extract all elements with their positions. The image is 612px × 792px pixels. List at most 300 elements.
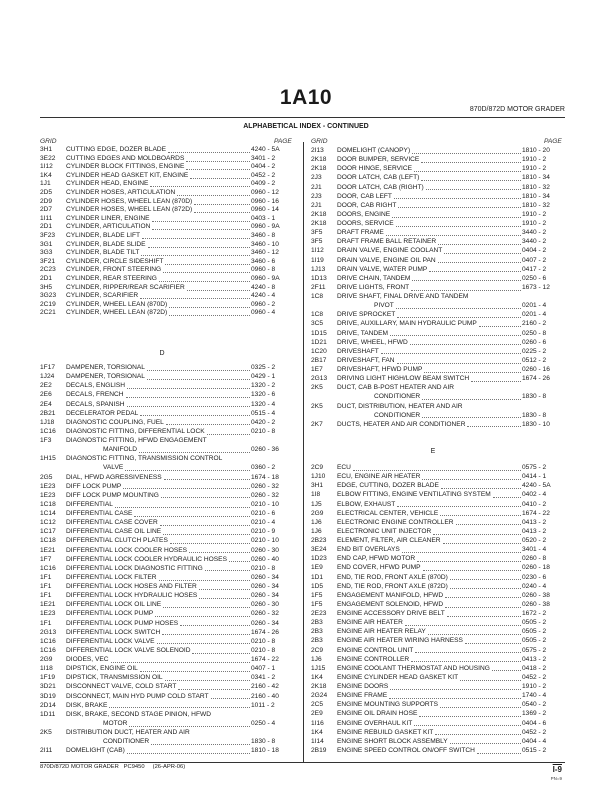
index-entry	[311, 356, 555, 365]
page-ref: 0260 - 32	[251, 610, 279, 618]
entry-description: DOOR, CAB LEFT	[337, 192, 392, 200]
dot-leader	[140, 298, 250, 299]
index-entry	[40, 582, 284, 591]
index-entry-line	[40, 390, 284, 399]
grid-ref: 1C16	[40, 427, 56, 435]
dot-leader	[142, 238, 250, 239]
page-ref: 0407 - 1	[251, 665, 276, 673]
index-entry	[311, 256, 555, 265]
page-ref: 0505 - 2	[522, 628, 547, 636]
index-entry	[40, 473, 284, 482]
entry-description: ENGINE AIR HEATER	[337, 619, 403, 627]
page-ref: 1674 - 18	[251, 473, 279, 481]
index-entry	[311, 246, 555, 255]
entry-description: DIFFERENTIAL CASE COVER	[66, 519, 158, 527]
dot-leader	[169, 307, 250, 308]
entry-description: DRIVING LIGHT HIGH/LOW BEAM SWITCH	[337, 375, 470, 383]
page-ref: 4240 - 8	[251, 283, 276, 291]
entry-description-continued: VALVE	[103, 464, 124, 472]
entry-description: DRIVE CHAIN, TANDEM	[337, 274, 411, 282]
page-ref: 0512 - 2	[522, 356, 547, 364]
page-ref: 0260 - 32	[251, 482, 279, 490]
index-entry-line	[40, 427, 284, 436]
entry-description: DIFF LOCK PUMP	[66, 482, 122, 490]
entry-description: DRIVE LIGHTS, FRONT	[337, 283, 410, 291]
dot-leader	[169, 315, 250, 316]
page-ref: 0210 - 8	[251, 427, 276, 435]
dot-leader	[127, 406, 250, 407]
grid-ref: 3H5	[40, 283, 53, 291]
entry-description: ENGAGEMENT SOLENOID, HFWD	[337, 600, 444, 608]
dot-leader	[390, 335, 521, 336]
index-entry	[40, 163, 284, 172]
entry-description: END, TIE ROD, FRONT AXLE (870D)	[337, 573, 448, 581]
page-ref: 0452 - 2	[251, 171, 276, 179]
grid-ref: 3E24	[311, 546, 327, 554]
index-entry	[311, 746, 555, 755]
index-entry	[40, 555, 284, 564]
grid-ref: 1E23	[40, 482, 56, 490]
grid-ref: 1K4	[311, 673, 323, 681]
dot-leader	[164, 479, 250, 480]
page-ref: 1369 - 2	[522, 710, 547, 718]
entry-description: DIFFERENTIAL CASE OIL LINE	[66, 528, 162, 536]
dot-leader	[445, 607, 521, 608]
dot-leader	[151, 744, 250, 745]
index-entry	[40, 427, 284, 436]
page-ref: 0413 - 2	[522, 527, 547, 535]
entry-description: DRAIN VALVE, ENGINE COOLANT	[337, 247, 443, 255]
dot-leader	[492, 670, 521, 671]
entry-description: DISK, BRAKE, SECOND STAGE PINION, HFWD	[66, 710, 211, 718]
index-entry	[311, 719, 555, 728]
index-entry-line	[311, 374, 555, 383]
dot-leader	[207, 434, 250, 435]
grid-ref: 2I11	[40, 747, 53, 755]
grid-ref: 1I16	[311, 719, 324, 727]
entry-description: CYLINDER, REAR STEERING	[66, 274, 157, 282]
entry-description: DRIVESHAFT, FAN	[337, 356, 395, 364]
grid-ref: 1H15	[40, 455, 56, 463]
index-entry-line	[311, 146, 555, 155]
entry-description: ECU	[337, 464, 351, 471]
index-entry-line	[40, 692, 284, 701]
dot-leader	[429, 271, 521, 272]
dot-leader	[127, 388, 250, 389]
page-ref: 1674 - 22	[251, 656, 279, 663]
entry-description: DUCT, CAB B-POST HEATER AND AIR	[337, 384, 454, 392]
entry-description: CYLINDER LINER, ENGINE	[66, 214, 150, 222]
index-entry-line	[311, 655, 555, 664]
dot-leader	[205, 570, 250, 571]
dot-leader	[186, 169, 250, 170]
index-entry	[40, 482, 284, 491]
dot-leader	[170, 543, 250, 544]
dot-leader	[390, 689, 521, 690]
page-ref: 1320 - 4	[251, 400, 276, 408]
index-entry	[40, 189, 284, 198]
dot-leader	[381, 353, 521, 354]
grid-ref: 2B3	[311, 637, 323, 645]
dot-leader	[414, 171, 521, 172]
dot-leader	[445, 597, 521, 598]
index-entry	[311, 700, 555, 709]
grid-ref: 3G1	[40, 240, 53, 248]
index-entry	[311, 310, 555, 319]
dot-leader	[421, 180, 521, 181]
grid-ref: 2B21	[40, 409, 56, 417]
dot-leader	[353, 470, 521, 471]
page-ref: 1910 - 2	[522, 165, 547, 173]
grid-ref: 2K7	[311, 420, 323, 428]
index-entry	[311, 192, 555, 201]
page-ref: 0210 - 9	[251, 528, 276, 536]
entry-description: DRAIN VALVE, WATER PUMP	[337, 265, 428, 273]
index-entry	[40, 409, 284, 418]
grid-ref: 1J6	[311, 527, 322, 535]
entry-description: DRIVE, AUXILLARY, MAIN HYDRAULIC PUMP	[337, 320, 477, 328]
index-entry	[311, 573, 555, 582]
entry-description: ENGINE SHORT BLOCK ASSEMBLY	[337, 737, 448, 745]
index-entry	[40, 372, 284, 381]
dot-leader	[471, 381, 521, 382]
index-entry	[40, 390, 284, 399]
dot-leader	[150, 186, 250, 187]
entry-description: EDGE, CUTTING, DOZER BLADE	[337, 482, 439, 490]
entry-description: ENGINE CONTROL UNIT	[337, 646, 414, 654]
dot-leader	[163, 534, 250, 535]
index-entry	[40, 546, 284, 555]
index-entry-line	[311, 664, 555, 673]
entry-description: ELEMENT, FILTER, AIR CLEANER	[337, 537, 441, 544]
page-ref: 0505 - 2	[522, 619, 547, 627]
index-entry-line	[311, 500, 555, 509]
page-ref: 0260 - 34	[251, 573, 279, 581]
index-entry-line	[40, 619, 284, 628]
grid-ref: 1J13	[311, 265, 326, 273]
grid-ref: 3H1	[311, 482, 324, 490]
grid-ref: 2E6	[40, 391, 52, 399]
entry-description: DOOR HINGE, SERVICE	[337, 165, 412, 173]
grid-ref: 1F1	[40, 573, 52, 581]
dot-leader	[229, 561, 250, 562]
grid-ref: 1E7	[311, 366, 323, 373]
index-entry	[40, 746, 284, 755]
index-entry	[311, 201, 555, 210]
dot-leader	[444, 253, 521, 254]
dot-leader	[159, 281, 250, 282]
dot-leader	[397, 363, 521, 364]
dot-leader	[421, 162, 521, 163]
index-entry-line	[311, 274, 555, 283]
dot-leader	[412, 280, 521, 281]
dot-leader	[467, 426, 521, 427]
dot-leader	[152, 221, 250, 222]
page-ref: 1910 - 2	[522, 683, 547, 690]
grid-ref: 1F1	[40, 592, 52, 600]
page-ref: 1810 - 34	[522, 192, 550, 200]
grid-ref: 2B23	[311, 537, 327, 544]
entry-description-continued: CONDITIONER	[103, 738, 150, 746]
entry-description: DRIVESHAFT, HFWD PUMP	[337, 366, 423, 373]
grid-ref: 1E21	[40, 546, 56, 554]
page-ref: 0452 - 2	[522, 673, 547, 681]
page-ref: 2160 - 2	[522, 320, 547, 328]
page-ref: 1011 - 2	[251, 701, 275, 709]
index-entry-line	[311, 219, 555, 228]
dot-leader	[125, 470, 250, 471]
index-entry	[40, 536, 284, 545]
page-ref: 0260 - 30	[251, 601, 279, 609]
index-subtitle: ALPHABETICAL INDEX - CONTINUED	[243, 123, 369, 130]
grid-ref: 2K18	[311, 683, 327, 690]
column-divider	[303, 142, 304, 762]
index-entry-line	[40, 573, 284, 582]
dot-leader	[177, 195, 250, 196]
dot-leader	[447, 616, 521, 617]
page-ref: 0413 - 2	[522, 518, 547, 526]
index-entry-line	[40, 482, 284, 491]
entry-description: DIAL, HFWD AGRESSIVENESS	[66, 473, 162, 481]
page-ref: 0414 - 1	[522, 473, 547, 481]
page-ref: 0505 - 2	[522, 637, 547, 645]
page-ref: 0250 - 8	[522, 329, 547, 337]
entry-description: DIFFERENTIAL LOCK FILTER	[66, 573, 157, 581]
grid-ref: 2K18	[311, 156, 327, 164]
index-entry-line	[40, 473, 284, 482]
index-entry	[311, 472, 555, 481]
dot-leader	[493, 497, 521, 498]
dot-leader	[441, 488, 521, 489]
page-ref: 0410 - 2	[522, 500, 547, 508]
index-entry-line	[40, 637, 284, 646]
dot-leader	[433, 534, 521, 535]
index-entry	[311, 481, 555, 490]
grid-ref: 1C12	[40, 519, 56, 527]
grid-ref: 1E23	[40, 610, 56, 618]
index-entry-line	[311, 618, 555, 627]
index-entry	[40, 232, 284, 241]
grid-ref: 1I19	[311, 256, 324, 264]
grid-ref: 1F17	[40, 364, 56, 371]
dot-leader	[397, 317, 521, 318]
index-entry-line	[311, 563, 555, 572]
dot-leader	[428, 634, 521, 635]
dot-leader	[134, 516, 250, 517]
index-entry	[311, 500, 555, 509]
grid-ref: 1D13	[311, 274, 327, 282]
index-entry	[40, 223, 284, 232]
index-entry-line	[40, 646, 284, 655]
page-ref: 0341 - 2	[251, 674, 276, 682]
dot-leader	[419, 716, 521, 717]
grid-ref: 2G9	[40, 656, 53, 663]
dot-leader	[165, 680, 250, 681]
page-ref: 0515 - 2	[522, 746, 547, 754]
dot-leader	[139, 452, 250, 453]
entry-description: ENGINE REBUILD GASKET KIT	[337, 728, 434, 736]
dot-leader	[443, 543, 521, 544]
grid-ref: 3C5	[311, 320, 324, 328]
entry-description: CYLINDER, BLADE TILT	[66, 249, 140, 257]
index-entry	[311, 292, 555, 310]
grid-ref: 1E23	[40, 491, 56, 499]
index-entry-line	[311, 329, 555, 338]
page-ref: 4240 - 5A	[522, 482, 551, 490]
index-entry	[311, 737, 555, 746]
index-entry-line	[40, 527, 284, 536]
entry-description: DRIVE, TANDEM	[337, 329, 389, 337]
page-ref: 1740 - 4	[522, 692, 547, 700]
dot-leader	[438, 262, 521, 263]
index-entry-line	[311, 164, 555, 173]
entry-description: ENGINE OIL DRAIN HOSE	[337, 710, 418, 718]
grid-ref: 1J10	[311, 473, 326, 481]
index-entry	[311, 347, 555, 356]
dot-leader	[157, 643, 250, 644]
index-entry-line	[311, 292, 555, 301]
grid-ref: 1C16	[40, 646, 56, 654]
index-entry	[40, 682, 284, 691]
index-entry-line	[311, 737, 555, 746]
page-ref: 1673 - 12	[522, 283, 550, 291]
index-entry	[40, 619, 284, 628]
dot-leader	[435, 734, 521, 735]
index-entry-line	[40, 673, 284, 682]
index-entry-line	[40, 381, 284, 390]
entry-description-continued: MANIFOLD	[103, 446, 138, 454]
index-entry-line	[311, 237, 555, 246]
entry-description: DIFFERENTIAL LOCK OIL LINE	[66, 601, 162, 609]
dot-leader	[414, 725, 521, 726]
index-entry-line	[40, 284, 284, 293]
entry-description: DIFF LOCK PUMP MOUNTING	[66, 491, 159, 499]
index-entry-continuation	[40, 737, 284, 746]
index-entry	[40, 664, 284, 673]
grid-ref: 3H1	[40, 146, 53, 153]
index-entry-line	[311, 183, 555, 192]
page-ref: 0210 - 8	[251, 564, 276, 572]
index-entry-line	[40, 275, 284, 284]
entry-description: CUTTING EDGE, DOZER BLADE	[66, 146, 167, 153]
dot-leader	[450, 588, 521, 589]
grid-ref: 1F5	[311, 591, 323, 599]
page-ref: 1830 - 8	[522, 411, 547, 419]
index-entry	[311, 383, 555, 401]
index-entry	[40, 258, 284, 267]
entry-description: END BIT OVERLAYS	[337, 546, 400, 554]
dot-leader	[162, 634, 250, 635]
entry-description: DRIVESHAFT	[337, 347, 379, 355]
index-entry	[40, 180, 284, 189]
dot-leader	[160, 525, 250, 526]
index-entry	[311, 591, 555, 600]
grid-ref: 3G23	[40, 292, 57, 300]
grid-ref: 1C18	[40, 500, 56, 508]
page-ref: 4240 - 4	[251, 292, 276, 300]
page-ref: 0960 - 14	[251, 206, 279, 214]
dot-leader	[386, 235, 521, 236]
grid-ref: 1D15	[311, 329, 327, 337]
index-entry-line	[40, 628, 284, 637]
index-entry-line	[311, 356, 555, 365]
dot-leader	[199, 589, 250, 590]
index-entry	[40, 710, 284, 728]
grid-ref: 2E23	[311, 610, 327, 617]
index-entry-line	[311, 646, 555, 655]
index-entry	[311, 682, 555, 691]
grid-ref: 2J1	[311, 183, 322, 191]
dot-leader	[111, 662, 250, 663]
index-entry	[311, 183, 555, 192]
index-entry-line	[311, 365, 555, 374]
index-entry-continuation	[311, 301, 555, 310]
page-ref: 0240 - 4	[522, 582, 547, 590]
index-entry-line	[311, 573, 555, 582]
index-entry	[311, 527, 555, 536]
dot-leader	[159, 580, 251, 581]
entry-description: DIFFERENTIAL CLUTCH PLATES	[66, 537, 168, 545]
dot-leader	[178, 689, 250, 690]
entry-description: DOOR LATCH, CAB (RIGHT)	[337, 183, 424, 191]
entry-description: DUCT, DISTRIBUTION, HEATER AND AIR	[337, 402, 463, 410]
grid-ref: 2E2	[40, 382, 52, 390]
index-entry	[311, 420, 555, 429]
entry-description: DIPSTICK, TRANSMISSION OIL	[66, 674, 163, 682]
index-entry	[311, 618, 555, 627]
index-entry	[40, 701, 284, 710]
index-entry	[40, 509, 284, 518]
index-entry	[311, 319, 555, 328]
page-ref: 0210 - 8	[251, 646, 276, 654]
grid-ref: 2K18	[311, 220, 327, 227]
entry-description: DOMELIGHT (CAB)	[66, 747, 125, 755]
grid-ref: 1F1	[40, 583, 52, 590]
grid-ref: 2B3	[311, 628, 323, 636]
page-ref: 1674 - 26	[522, 375, 550, 383]
index-entry	[311, 636, 555, 645]
index-entry	[40, 518, 284, 527]
index-entry-line	[40, 536, 284, 545]
index-entry-line	[311, 310, 555, 319]
entry-description: ELBOW FITTING, ENGINE VENTILATING SYSTEM	[337, 491, 491, 499]
dot-leader	[426, 189, 521, 190]
page-ref: 1672 - 2	[522, 610, 547, 617]
index-entry	[40, 155, 284, 164]
index-entry-line	[311, 527, 555, 536]
page-ref: 0404 - 2	[251, 163, 276, 171]
page-ref: 1910 - 2	[522, 156, 547, 164]
dot-leader	[411, 661, 521, 662]
grid-ref: 1D1	[311, 573, 324, 581]
right-section-e	[311, 463, 555, 755]
index-entry-line	[311, 265, 555, 274]
entry-description: DISTRIBUTION DUCT, HEATER AND AIR	[66, 729, 190, 736]
page-ref: 0420 - 2	[251, 418, 276, 426]
entry-description: DRIVE, WHEEL, HFWD	[337, 338, 408, 346]
grid-ref: 1C17	[40, 528, 56, 536]
dot-leader	[389, 698, 521, 699]
page-ref: 0260 - 38	[522, 591, 550, 599]
entry-description: DECELERATOR PEDAL	[66, 409, 139, 417]
index-entry	[311, 545, 555, 554]
entry-description-continued: MOTOR	[103, 719, 128, 727]
index-entry	[40, 500, 284, 509]
grid-ref: 2K5	[311, 402, 323, 410]
page-ref: 0325 - 2	[251, 364, 276, 371]
entry-description: DIAGNOSTIC FITTING, HFWD ENGAGEMENT	[66, 437, 207, 444]
index-entry-line	[40, 609, 284, 618]
